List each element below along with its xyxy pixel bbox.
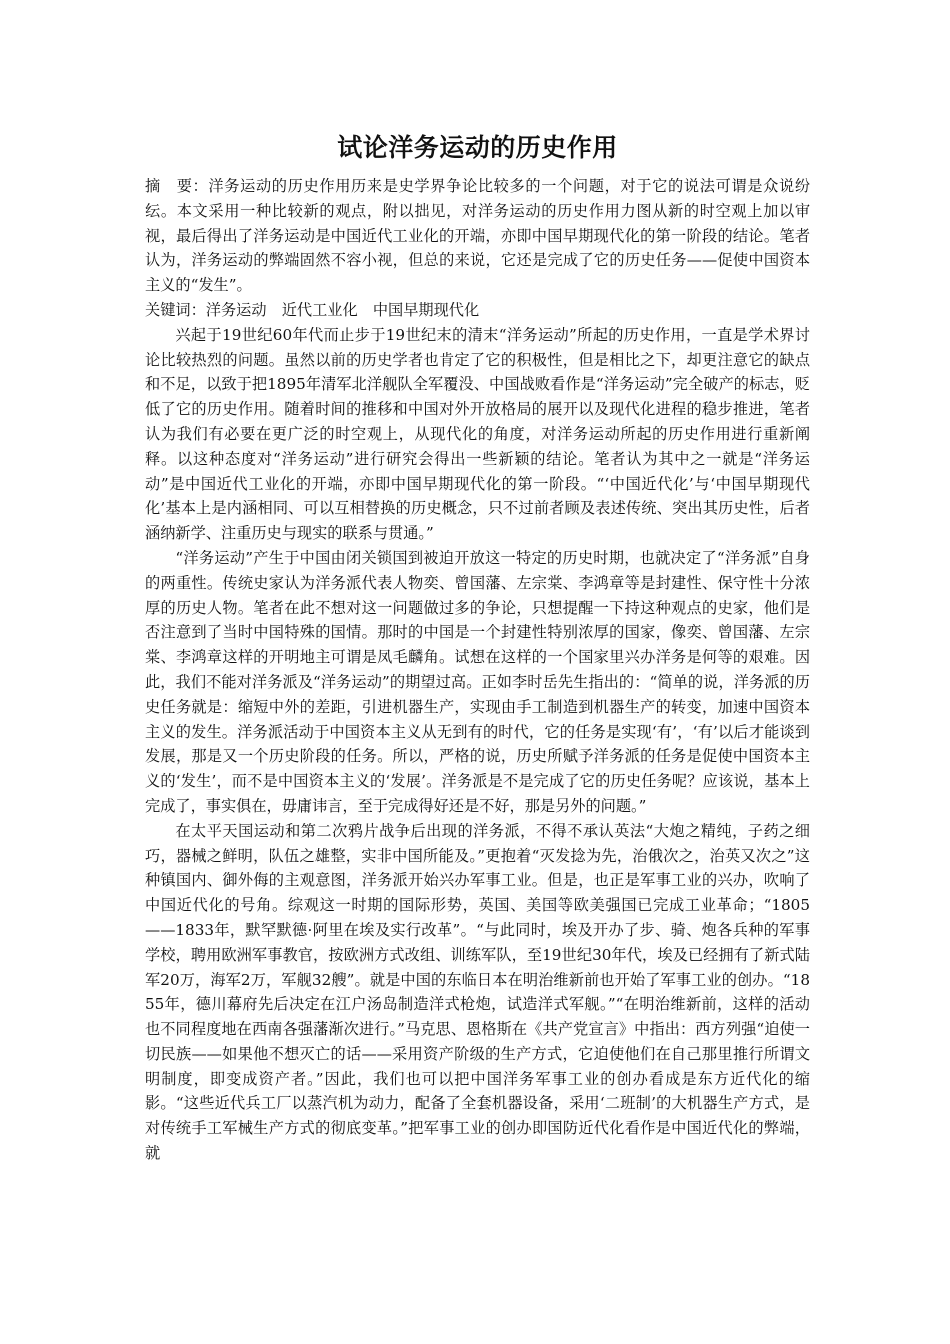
body-paragraph: “洋务运动”产生于中国由闭关锁国到被迫开放这一特定的历史时期，也就决定了“洋务派”自身的两重性。传统史家认为洋务派代表人物奕、曾国藩、左宗棠、李鸿章等是封建性、保守性十分浓厚的历史人物。笔者在此不想对这一问题做过多的争论，只想提醒一下持这种观点的史家，他们是否注意到了当时中国特殊的国情。那时的中国是一个封建性特别浓厚的国家，像奕、曾国藩、左宗棠、李鸿章这样的开明地主可谓是凤毛麟角。试想在这样的一个国家里兴办洋务是何等的艰难。因此，我们不能对洋务派及“洋务运动”的期望过高。正如李时岳先生指出的：“简单的说，洋务派的历史任务就是：缩短中外的差距，引进机器生产，实现由手工制造到机器生产的转变，加速中国资本主义的发生。洋务派活动于中国资本主义从无到有的时代，它的任务是实现‘有’，‘有’以后才能谈到发展，那是又一个历史阶段的任务。所以，严格的说，历史所赋予洋务派的任务是促使中国资本主义的‘发生’，而不是中国资本主义的‘发展’。洋务派是不是完成了它的历史任务呢？应该说，基本上完成了，事实俱在，毋庸讳言，至于完成得好还是不好，那是另外的问题。” <box>145 548 810 815</box>
document-title: 试论洋务运动的历史作用 <box>337 133 618 162</box>
document-page <box>145 128 810 1166</box>
abstract: 摘 要：洋务运动的历史作用历来是史学界争论比较多的一个问题，对于它的说法可谓是众说纷纭。本文采用一种比较新的观点，附以拙见，对洋务运动的历史作用力图从新的时空观上加以审视，最后得出了洋务运动是中国近代工业化的开端，亦即中国早期现代化的第一阶段的结论。笔者认为，洋务运动的弊端固然不容小视，但总的来说，它还是完成了它的历史任务——促使中国资本主义的“发生”。 <box>145 177 810 295</box>
body-paragraph: 在太平天国运动和第二次鸦片战争后出现的洋务派，不得不承认英法“大炮之精纯，子药之细巧，器械之鲜明，队伍之雄整，实非中国所能及。”更抱着“灭发捻为先，治俄次之，治英又次之”这种镇国内、御外侮的主观意图，洋务派开始兴办军事工业。但是，也正是军事工业的兴办，吹响了中国近代化的号角。综观这一时期的国际形势，英国、美国等欧美强国已完成工业革命；“1805——1833年，默罕默德·阿里在埃及实行改革”。“与此同时，埃及开办了步、骑、炮各兵种的军事学校，聘用欧洲军事教官，按欧洲方式改组、训练军队，至19世纪30年代，埃及已经拥有了新式陆军20万，海军2万，军舰32艘”。就是中国的东临日本在明治维新前也开始了军事工业的创办。“1855年，德川幕府先后决定在江户汤岛制造洋式枪炮，试造洋式军舰。”“在明治维新前，这样的活动也不同程度地在西南各强藩渐次进行。”马克思、恩格斯在《共产党宣言》中指出：西方列强“迫使一切民族——如果他不想灭亡的话——采用资产阶级的生产方式，它迫使他们在自己那里推行所谓文明制度，即变成资产者。”因此，我们也可以把中国洋务军事工业的创办看成是东方近代化的缩影。“这些近代兵工厂以蒸汽机为动力，配备了全套机器设备，采用‘二班制’的大机器生产方式，是对传统手工军械生产方式的彻底变革。”把军事工业的创办即国防近代化看作是中国近代化的弊端，就 <box>145 821 810 1163</box>
keywords: 关键词：洋务运动 近代工业化 中国早期现代化 <box>145 300 480 319</box>
body-paragraph: 兴起于19世纪60年代而止步于19世纪末的清末“洋务运动”所起的历史作用，一直是学术界讨论比较热烈的问题。虽然以前的历史学者也肯定了它的积极性，但是相比之下，却更注意它的缺点和不足，以致于把1895年清军北洋舰队全军覆没、中国战败看作是“洋务运动”完全破产的标志，贬低了它的历史作用。随着时间的推移和中国对外开放格局的展开以及现代化进程的稳步推进，笔者认为我们有必要在更广泛的时空观上，从现代化的角度，对洋务运动所起的历史作用进行重新阐释。以这种态度对“洋务运动”进行研究会得出一些新颖的结论。笔者认为其中之一就是“洋务运动”是中国近代工业化的开端，亦即中国早期现代化的第一阶段。“‘中国近代化’与‘中国早期现代化’基本上是内涵相同、可以互相替换的历史概念，只不过前者顾及表述传统、突出其历史性，后者涵纳新学、注重历史与现实的联系与贯通。” <box>145 325 810 543</box>
